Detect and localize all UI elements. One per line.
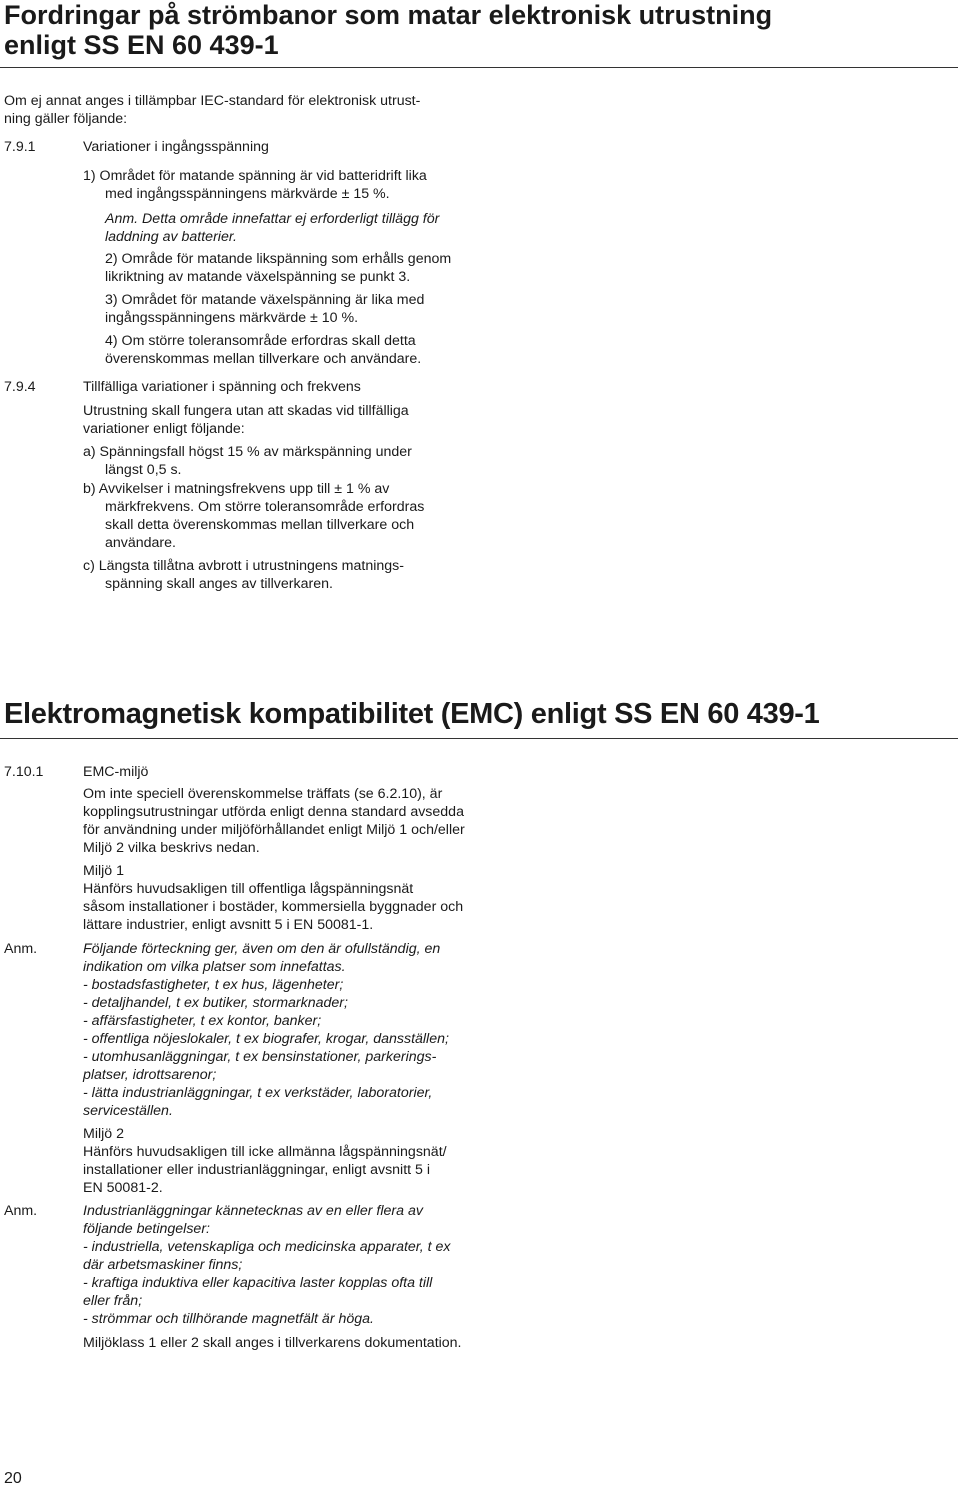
note-list-item: serviceställen.	[83, 1103, 173, 1119]
note-list-item: - bostadsfastigheter, t ex hus, lägenheter;	[83, 977, 344, 993]
title-line: Fordringar på strömbanor som matar elektronisk utrustning	[4, 0, 773, 30]
note-list-item: - offentliga nöjeslokaler, t ex biografer, krogar, dansställen;	[83, 1031, 449, 1047]
list-item: c) Längsta tillåtna avbrott i utrustningens matnings-	[83, 558, 404, 574]
note-list-item: - affärsfastigheter, t ex kontor, banker;	[83, 1013, 322, 1029]
note-text: Industrianläggningar kännetecknas av en eller flera av	[83, 1203, 423, 1219]
note-list-item: platser, idrottsarenor;	[83, 1067, 217, 1083]
paragraph: Miljö 2 vilka beskrivs nedan.	[83, 840, 260, 856]
clause-title: Tillfälliga variationer i spänning och frekvens	[83, 379, 361, 395]
list-item: användare.	[105, 535, 176, 551]
list-item: b) Avvikelser i matningsfrekvens upp till ± 1 % av	[83, 481, 390, 497]
environment-title: Miljö 1	[83, 863, 124, 879]
section-title-emc: Elektromagnetisk kompatibilitet (EMC) enligt SS EN 60 439-1	[4, 698, 820, 730]
note-list-item: - strömmar och tillhörande magnetfält är höga.	[83, 1311, 374, 1327]
list-item: 2) Område för matande likspänning som erhålls genom	[105, 251, 452, 267]
note-label: Anm.	[4, 941, 38, 957]
list-item: likriktning av matande växelspänning se punkt 3.	[105, 269, 411, 285]
note-label: Anm.	[4, 1203, 38, 1219]
note-text: följande betingelser:	[83, 1221, 210, 1237]
list-item: spänning skall anges av tillverkaren.	[105, 576, 333, 592]
clause-title: Variationer i ingångsspänning	[83, 139, 269, 155]
paragraph: Hänförs huvudsakligen till offentliga lågspänningsnät	[83, 881, 414, 897]
heading-rule	[0, 738, 958, 739]
page-number: 20	[4, 1470, 22, 1487]
paragraph: Hänförs huvudsakligen till icke allmänna lågspänningsnät/	[83, 1144, 447, 1160]
paragraph: variationer enligt följande:	[83, 421, 245, 437]
paragraph: Om inte speciell överenskommelse träffats (se 6.2.10), är	[83, 786, 443, 802]
note-text: laddning av batterier.	[105, 229, 237, 245]
note-list-item: - detaljhandel, t ex butiker, stormarknader;	[83, 995, 348, 1011]
clause-number: 7.9.1	[4, 139, 36, 155]
environment-title: Miljö 2	[83, 1126, 124, 1142]
list-item: 3) Området för matande växelspänning är lika med	[105, 292, 425, 308]
intro-text: ning gäller följande:	[4, 111, 128, 127]
note-list-item: - kraftiga induktiva eller kapacitiva laster kopplas ofta till	[83, 1275, 433, 1291]
note-list-item: där arbetsmaskiner finns;	[83, 1257, 243, 1273]
note-text: Anm. Detta område innefattar ej erforderligt tillägg för	[105, 211, 440, 227]
paragraph: installationer eller industrianläggningar, enligt avsnitt 5 i	[83, 1162, 431, 1178]
title-line: enligt SS EN 60 439-1	[4, 30, 279, 60]
paragraph: lättare industrier, enligt avsnitt 5 i EN 50081-1.	[83, 917, 374, 933]
clause-title: EMC-miljö	[83, 764, 149, 780]
note-list-item: eller från;	[83, 1293, 143, 1309]
list-item: skall detta överenskommas mellan tillverkare och	[105, 517, 415, 533]
list-item: med ingångsspänningens märkvärde ± 15 %.	[105, 186, 390, 202]
paragraph: EN 50081-2.	[83, 1180, 163, 1196]
note-list-item: - utomhusanläggningar, t ex bensinstationer, parkerings-	[83, 1049, 437, 1065]
note-text: Följande förteckning ger, även om den är ofullständig, en	[83, 941, 441, 957]
list-item: överenskommas mellan tillverkare och användare.	[105, 351, 422, 367]
paragraph: Utrustning skall fungera utan att skadas vid tillfälliga	[83, 403, 409, 419]
clause-number: 7.10.1	[4, 764, 44, 780]
list-item: ingångsspänningens märkvärde ± 10 %.	[105, 310, 359, 326]
list-item: märkfrekvens. Om större toleransområde erfordras	[105, 499, 425, 515]
heading-rule	[0, 67, 958, 68]
intro-text: Om ej annat anges i tillämpbar IEC-standard för elektronisk utrust-	[4, 93, 421, 109]
list-item: längst 0,5 s.	[105, 462, 182, 478]
note-list-item: - lätta industrianläggningar, t ex verkstäder, laboratorier,	[83, 1085, 433, 1101]
paragraph: såsom installationer i bostäder, kommersiella byggnader och	[83, 899, 464, 915]
paragraph: kopplingsutrustningar utförda enligt denna standard avsedda	[83, 804, 464, 820]
list-item: 4) Om större toleransområde erfordras skall detta	[105, 333, 416, 349]
paragraph: för användning under miljöförhållandet enligt Miljö 1 och/eller	[83, 822, 465, 838]
note-text: indikation om vilka platser som innefattas.	[83, 959, 346, 975]
closing-text: Miljöklass 1 eller 2 skall anges i tillverkarens dokumentation.	[83, 1335, 462, 1351]
section-title-electronic-circuits	[4, 0, 944, 60]
note-list-item: - industriella, vetenskapliga och medicinska apparater, t ex	[83, 1239, 451, 1255]
clause-number: 7.9.4	[4, 379, 36, 395]
list-item: a) Spänningsfall högst 15 % av märkspänning under	[83, 444, 412, 460]
list-item: 1) Området för matande spänning är vid batteridrift lika	[83, 168, 427, 184]
